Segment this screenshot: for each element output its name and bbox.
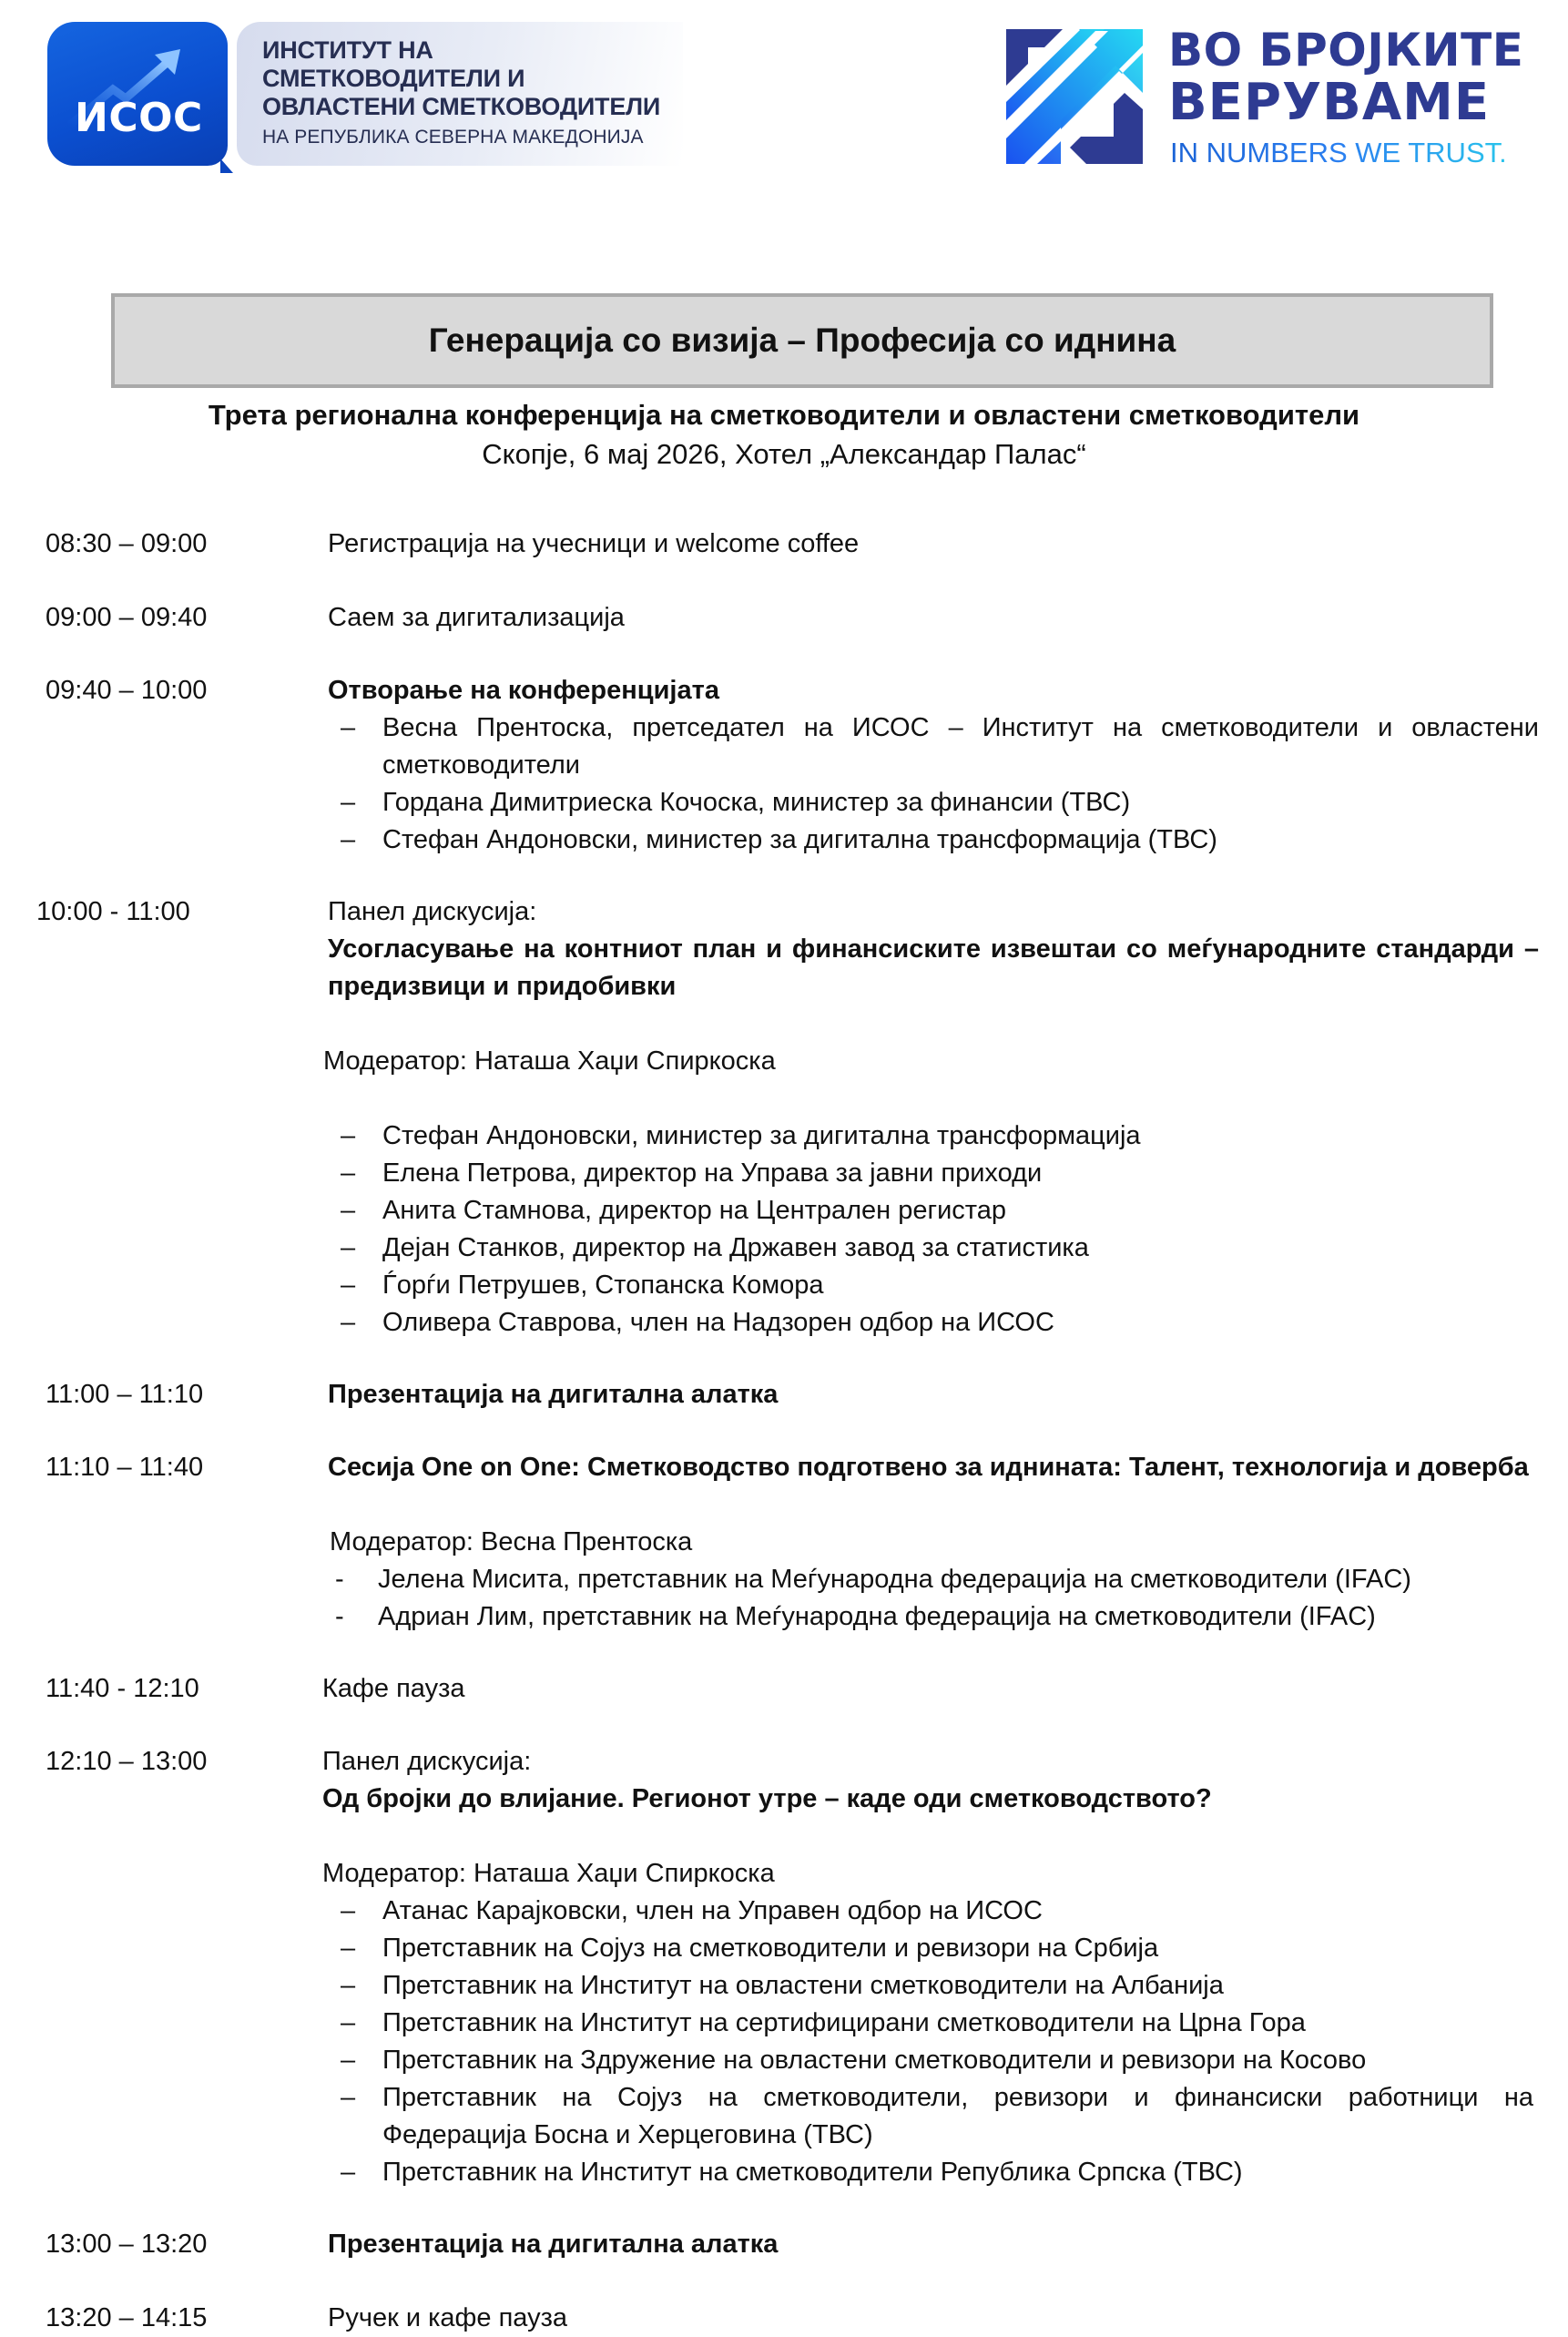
speaker-item: – Претставник на Институт на овластени сметководители на Албанија xyxy=(341,1971,1224,2000)
speaker-item: – Елена Петрова, директор на Управа за јавни приходи xyxy=(341,1158,1043,1188)
speaker-item: – Стефан Андоновски, министер за дигитална трансформација (ТВС) xyxy=(341,825,1217,854)
speaker-item: – Претставник на Здружение на овластени сметководители и ревизори на Косово xyxy=(341,2046,1367,2075)
agenda-title: Ручек и кафе пауза xyxy=(328,2303,568,2332)
agenda-title-continuation: предизвици и придобивки xyxy=(328,972,677,1001)
isos-name-line-3: ОВЛАСТЕНИ СМЕТКОВОДИТЕЛИ xyxy=(262,93,661,120)
speaker-item: – Анита Стамнова, директор на Централен регистар xyxy=(341,1196,1006,1225)
agenda-label: Панел дискусија: xyxy=(328,897,537,926)
conference-title: Генерација со визија – Професија со иднина xyxy=(428,321,1176,359)
agenda-time: 11:10 – 11:40 xyxy=(46,1453,204,1482)
speaker-item: – Атанас Карајковски, член на Управен одбор на ИСОС xyxy=(341,1896,1043,1925)
agenda-time: 08:30 – 09:00 xyxy=(46,529,208,558)
slogan-macedonian xyxy=(1168,24,1524,132)
isos-full-name xyxy=(262,36,660,151)
agenda-time: 11:40 - 12:10 xyxy=(46,1674,199,1703)
agenda-title: Презентација на дигитална алатка xyxy=(328,1380,779,1409)
speaker-list xyxy=(328,1561,1539,1636)
slogan-logo xyxy=(1006,24,1543,169)
speaker-item: – Претставник на Институт на сертифицирани сметководители на Црна Гора xyxy=(341,2008,1306,2037)
speaker-item: – Ѓорѓи Петрушев, Стопанска Комора xyxy=(341,1271,824,1300)
agenda-time: 10:00 - 11:00 xyxy=(36,897,190,926)
moderator: Модератор: Наташа Хаџи Спиркоска xyxy=(323,1046,776,1076)
speaker-item: – Стефан Андоновски, министер за дигитална трансформација xyxy=(341,1121,1141,1150)
agenda-time: 09:40 – 10:00 xyxy=(46,676,208,705)
agenda-title: Кафе пауза xyxy=(322,1674,465,1703)
agenda-label: Панел дискусија: xyxy=(322,1747,532,1776)
isos-logo-tile xyxy=(47,22,228,166)
speaker-item: – Претставник на Институт на сметководители Република Српска (ТВС) xyxy=(341,2158,1243,2187)
slogan-line-1: ВО БРОЈКИТЕ xyxy=(1168,24,1524,77)
agenda-time: 12:10 – 13:00 xyxy=(46,1747,208,1776)
agenda-title: Од бројки до влијание. Регионот утре – каде оди сметководството? xyxy=(322,1784,1212,1813)
speaker-item: – Претставник на Сојуз на сметководители и ревизори на Србија xyxy=(341,1934,1159,1963)
speaker-item: – Претставник на Сојуз на сметководители, ревизори и финансиски работници на xyxy=(341,2083,1533,2112)
agenda-time: 13:00 – 13:20 xyxy=(46,2230,208,2259)
agenda-title: Регистрација на учесници и welcome coffee xyxy=(328,529,860,558)
agenda-title: Саем за дигитализација xyxy=(328,603,625,632)
speaker-item: - Јелена Мисита, претставник на Меѓународна федерација на сметководители (IFAC) xyxy=(335,1565,1411,1594)
moderator: Модератор: Наташа Хаџи Спиркоска xyxy=(322,1859,775,1888)
agenda-time: 09:00 – 09:40 xyxy=(46,603,208,632)
speaker-item: – Гордана Димитриеска Кочоска, министер за финансии (ТВС) xyxy=(341,788,1131,817)
conference-title-box xyxy=(111,293,1493,388)
conference-venue-date: Скопје, 6 мај 2026, Хотел „Александар Палас“ xyxy=(482,438,1086,470)
arrow-square-icon xyxy=(1006,29,1143,164)
speaker-list xyxy=(328,1117,1539,1342)
agenda-time: 13:20 – 14:15 xyxy=(46,2303,208,2332)
speaker-list xyxy=(328,709,1539,859)
moderator: Модератор: Весна Прентоска xyxy=(330,1527,693,1556)
isos-abbreviation: ИСОС xyxy=(75,95,203,141)
agenda-title: Усогласување на контниот план и финансиските извештаи со меѓународните стандарди – xyxy=(328,934,1539,964)
agenda-title: Отворање на конференцијата xyxy=(328,676,719,705)
speaker-item: - Адриан Лим, претставник на Меѓународна федерација на сметководители (IFAC) xyxy=(335,1602,1376,1631)
agenda-title: Презентација на дигитална алатка xyxy=(328,2230,779,2259)
isos-name-line-4: НА РЕПУБЛИКА СЕВЕРНА МАКЕДОНИЈА xyxy=(262,127,644,148)
conference-subtitle: Трета регионална конференција на сметководители и овластени сметководители xyxy=(208,399,1360,431)
isos-name-line-1: ИНСТИТУТ НА xyxy=(262,36,433,64)
isos-logo xyxy=(36,20,683,171)
speaker-item: – Весна Прентоска, претседател на ИСОС – Институт на сметководители и овластени xyxy=(341,713,1539,742)
speaker-item: – Дејан Станков, директор на Државен завод за статистика xyxy=(341,1233,1089,1262)
speaker-item: – Оливера Ставрова, член на Надзорен одбор на ИСОС xyxy=(341,1308,1054,1337)
isos-name-line-2: СМЕТКОВОДИТЕЛИ И xyxy=(262,65,525,92)
slogan-english: IN NUMBERS WE TRUST. xyxy=(1170,137,1507,168)
speaker-list xyxy=(328,1893,1533,2191)
slogan-line-2: ВЕРУВАМЕ xyxy=(1168,73,1491,132)
agenda-time: 11:00 – 11:10 xyxy=(46,1380,204,1409)
speaker-item-continuation: сметководители xyxy=(382,750,580,780)
speaker-item-continuation: Федерација Босна и Херцеговина (ТВС) xyxy=(382,2120,873,2149)
agenda-title: Сесија One on One: Сметководство подготвено за иднината: Талент, технологија и доверба xyxy=(328,1453,1529,1482)
